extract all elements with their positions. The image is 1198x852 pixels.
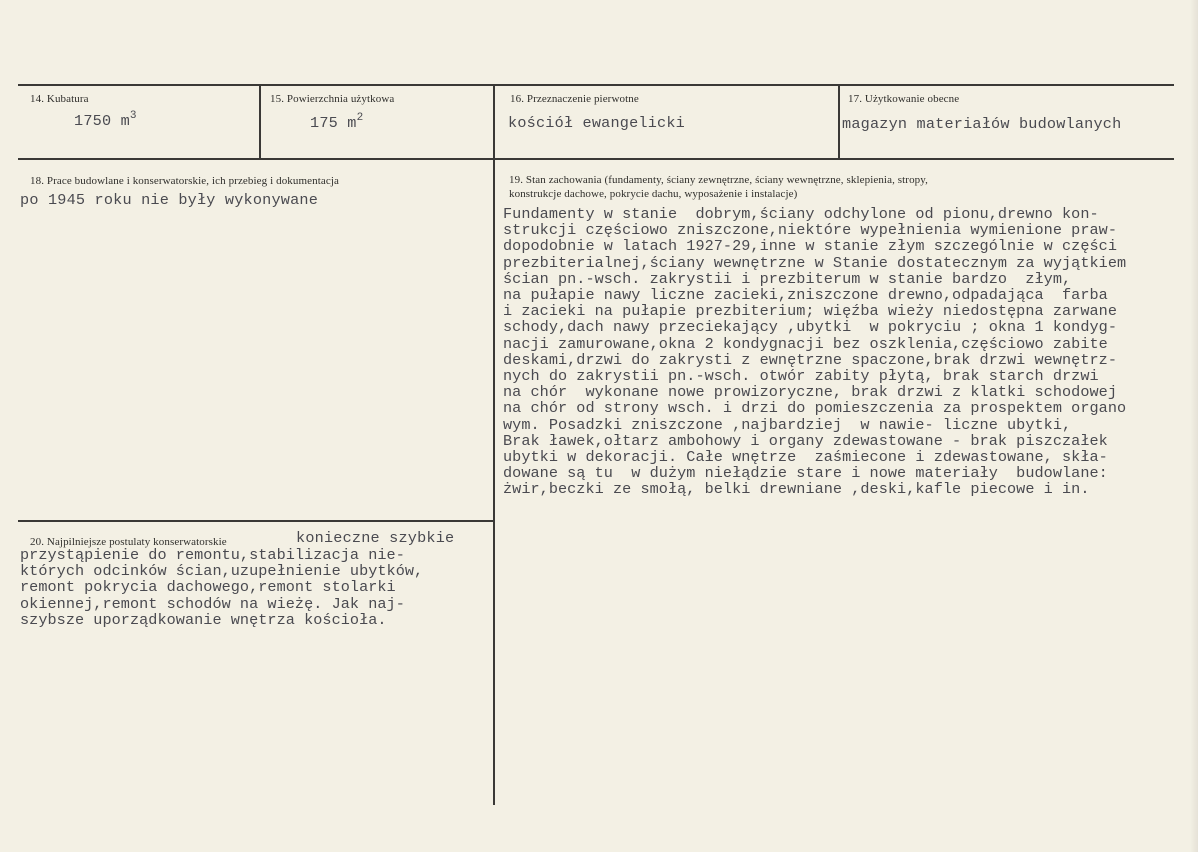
text-line: wym. Posadzki zniszczone ,najbardziej w nawie- liczne ubytki, [503, 415, 1072, 434]
text-line: schody,dach nawy przeciekający ,ubytki w pokryciu ; okna 1 kondyg- [503, 318, 1117, 337]
text-line: strukcji częściowo zniszczone,niektóre wypełnienia wymienione praw- [503, 221, 1117, 240]
text-line: okiennej,remont schodów na wieżę. Jak naj- [20, 594, 405, 613]
row-divider [18, 158, 1174, 160]
field16-value: kościół ewangelicki [508, 114, 685, 132]
text-line: dowane są tu w dużym niełądzie stare i nowe materiały budowlane: [503, 464, 1108, 483]
text-line: na chór od strony wsch. i drzi do pomieszczenia za prospektem organo [503, 399, 1127, 418]
field17-value: magazyn materiałów budowlanych [842, 115, 1122, 133]
field14-label: 14. Kubatura [30, 93, 89, 105]
text-line: prezbiterialnej,ściany wewnętrzne w Stanie dostatecznym za wyjątkiem [503, 253, 1127, 272]
text-line: remont pokrycia dachowego,remont stolarki [20, 578, 396, 597]
text-line: deskami,drzwi do zakrysti z ewnętrzne spaczone,brak drzwi wewnętrz- [503, 350, 1117, 369]
field18-label: 18. Prace budowlane i konserwatorskie, ich przebieg i dokumentacja [30, 175, 339, 187]
field19-label-line2: konstrukcje dachowe, pokrycie dachu, wyposażenie i instalacje) [509, 188, 798, 200]
field20-top-rule [18, 520, 494, 522]
text-line: dopodobnie w latach 1927-29,inne w stanie złym szczególnie w części [503, 237, 1117, 256]
text-line: nacji zamurowane,okna 2 kondygnacji bez oszklenia,częściowo zabite [503, 334, 1108, 353]
field15-value: 175 $m^2$ [310, 112, 364, 132]
field17-label: 17. Użytkowanie obecne [848, 93, 960, 105]
text-line: na chór wykonane nowe prowizoryczne, brak drzwi z klatki schodowej [503, 383, 1117, 402]
field18-value: po 1945 roku nie były wykonywane [20, 191, 319, 209]
text-line: żwir,beczki ze smołą, belki drewniane ,deski,kafle piecowe i in. [503, 480, 1090, 499]
text-line: których odcinków ścian,uzupełnienie ubytków, [20, 562, 424, 581]
field16-label: 16. Przeznaczenie pierwotne [510, 93, 639, 105]
card-edge-shadow [1190, 0, 1198, 852]
text-line: ubytki w dekoracji. Całe wnętrze zaśmiecone i zdewastowane, skła- [503, 448, 1108, 466]
col-divider-1 [259, 84, 261, 160]
text-line: i zacieki na pułapie prezbiterium; więźba wieży niedostępna zarwane [503, 302, 1117, 321]
text-line: nych do zakrystii pn.-wsch. otwór zabity płytą, brak starch drzwi [503, 367, 1099, 385]
text-line: na pułapie nawy liczne zacieki,zniszczone drewno,odpadająca farba [503, 286, 1108, 304]
field20-label: 20. Najpilniejsze postulaty konserwatorskie [30, 536, 227, 548]
text-line: ścian pn.-wsch. zakrystii i prezbiterum w stanie bardzo złym, [503, 269, 1072, 288]
col-divider-2 [493, 84, 495, 805]
field19-label-line1: 19. Stan zachowania (fundamenty, ściany zewnętrzne, ściany wewnętrzne, sklepienia, stropy, [509, 174, 929, 186]
top-rule [18, 84, 1174, 86]
field14-value: 1750 $m^3$ [74, 110, 137, 130]
text-line: Fundamenty w stanie dobrym,ściany odchylone od pionu,drewno kon- [503, 205, 1099, 223]
text-line: przystąpienie do remontu,stabilizacja nie- [20, 546, 405, 564]
col-divider-3 [838, 84, 840, 160]
text-line: szybsze uporządkowanie wnętrza kościoła. [20, 610, 387, 629]
field15-label: 15. Powierzchnia użytkowa [270, 93, 395, 105]
field20-first-line: konieczne szybkie [296, 529, 455, 547]
text-line: Brak ławek,ołtarz ambohowy i organy zdewastowane - brak piszczałek [503, 431, 1108, 450]
